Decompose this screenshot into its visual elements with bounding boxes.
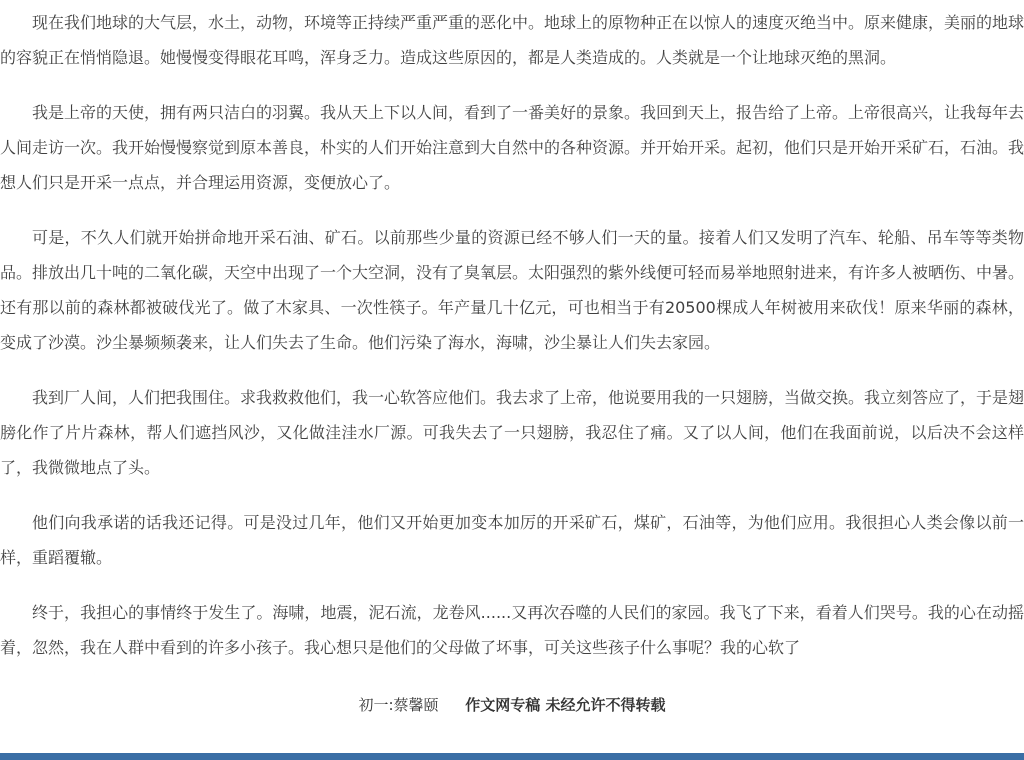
essay-paragraph-6: 终于，我担心的事情终于发生了。海啸，地震，泥石流，龙卷风......又再次吞噬的人民们的家园。我飞了下来，看着人们哭号。我的心在动摇着，忽然，我在人群中看到的许多小孩子。我心想只是他们的父母做了坏事，可关这些孩子什么事呢？我的心软了 xyxy=(0,603,1024,657)
copyright-notice: 作文网专稿 未经允许不得转载 xyxy=(465,696,666,714)
essay-paragraph-2: 我是上帝的天使，拥有两只洁白的羽翼。我从天上下以人间，看到了一番美好的景象。我回到天上，报告给了上帝。上帝很高兴，让我每年去人间走访一次。我开始慢慢察觉到原本善良，朴实的人们开始注意到大自然中的各种资源。并开始开采。起初，他们只是开始开采矿石，石油。我想人们只是开采一点点，并合理运用资源，变便放心了。 xyxy=(0,103,1024,192)
author-label: 初一:蔡馨颐 xyxy=(358,696,439,714)
essay-paragraph-1: 现在我们地球的大气层，水土，动物，环境等正持续严重严重的恶化中。地球上的原物种正在以惊人的速度灭绝当中。原来健康，美丽的地球的容貌正在悄悄隐退。她慢慢变得眼花耳鸣，浑身乏力。造成这些原因的，都是人类造成的。人类就是一个让地球灭绝的黑洞。 xyxy=(0,13,1024,67)
bottom-bar xyxy=(0,753,1024,760)
essay-paragraph-5: 他们向我承诺的话我还记得。可是没过几年，他们又开始更加变本加厉的开采矿石，煤矿，石油等，为他们应用。我很担心人类会像以前一样，重蹈覆辙。 xyxy=(0,513,1024,567)
essay-paragraph-3: 可是，不久人们就开始拼命地开采石油、矿石。以前那些少量的资源已经不够人们一天的量。接着人们又发明了汽车、轮船、吊车等等类物品。排放出几十吨的二氧化碳，天空中出现了一个大空洞，没有了臭氧层。太阳强烈的紫外线便可轻而易举地照射进来，有许多人被晒伤、中暑。还有那以前的森林都被破伐光了。做了木家具、一次性筷子。年产量几十亿元，可也相当于有20500棵成人年树被用来砍伐！原来华丽的森林，变成了沙漠。沙尘暴频频袭来，让人们失去了生命。他们污染了海水，海啸，沙尘暴让人们失去家园。 xyxy=(0,228,1024,352)
essay-footer xyxy=(0,695,1024,715)
essay-paragraph-4: 我到厂人间，人们把我围住。求我救救他们，我一心软答应他们。我去求了上帝，他说要用我的一只翅膀，当做交换。我立刻答应了，于是翅膀化作了片片森林，帮人们遮挡风沙，又化做洼洼水厂源。可我失去了一只翅膀，我忍住了痛。又了以人间，他们在我面前说，以后决不会这样了，我微微地点了头。 xyxy=(0,388,1024,477)
